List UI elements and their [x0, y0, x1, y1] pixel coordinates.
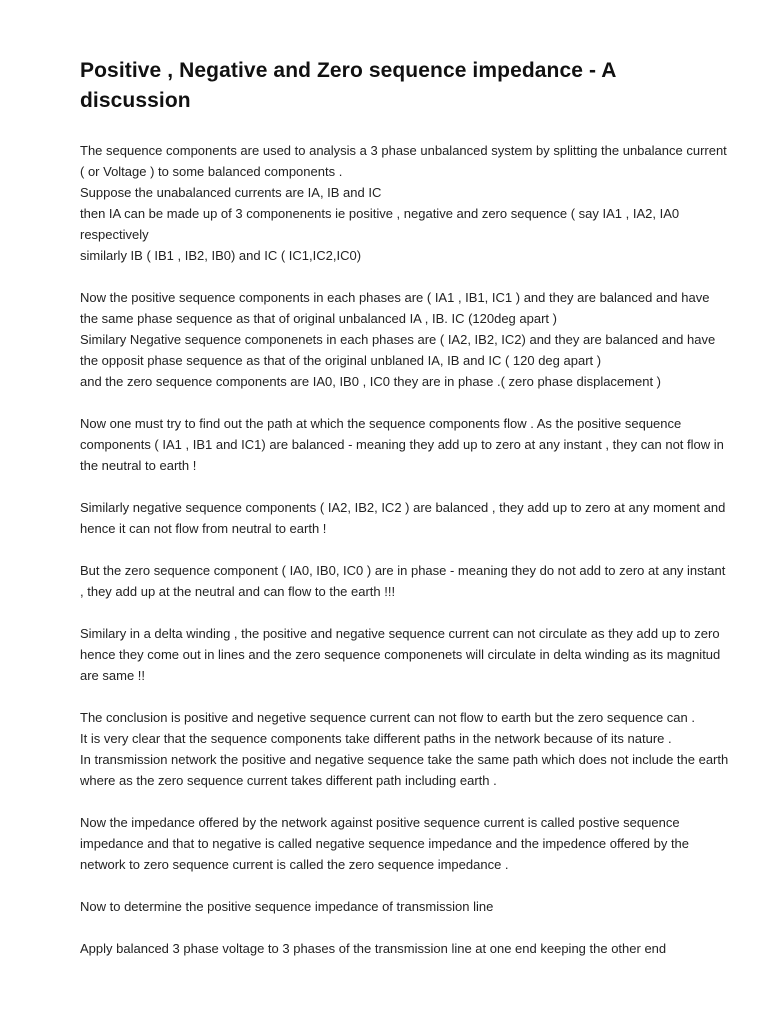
text-line: Similary in a delta winding , the positive and negative sequence current can not circulate as they add up to zero hence they come out in lines and the zero sequence componenets will circulate in delta winding as its magnitud are same !!: [80, 626, 721, 683]
text-line: In transmission network the positive and negative sequence take the same path which does not include the earth where as the zero sequence current takes different path including earth .: [80, 752, 729, 788]
text-line: Suppose the unabalanced currents are IA, IB and IC: [80, 185, 382, 200]
text-line: Now the impedance offered by the network against positive sequence current is called postive sequence impedance and that to negative is called negative sequence impedance and the impedence offered by the network to zero sequence current is called the zero sequence impedance .: [80, 815, 690, 872]
text-line: The conclusion is positive and negetive sequence current can not flow to earth but the zero sequence can .: [80, 710, 695, 725]
paragraph: [80, 413, 730, 476]
paragraph: [80, 707, 730, 791]
text-line: Now to determine the positive sequence impedance of transmission line: [80, 899, 494, 914]
text-line: Now the positive sequence components in each phases are ( IA1 , IB1, IC1 ) and they are balanced and have the same phase sequence as that of original unbalanced IA , IB. IC (120deg apart ): [80, 290, 710, 326]
text-line: then IA can be made up of 3 componenents ie positive , negative and zero sequence ( say IA1 , IA2, IA0 respectively: [80, 206, 680, 242]
text-line: But the zero sequence component ( IA0, IB0, IC0 ) are in phase - meaning they do not add to zero at any instant , they add up at the neutral and can flow to the earth !!!: [80, 563, 726, 599]
text-line: Now one must try to find out the path at which the sequence components flow . As the positive sequence components ( IA1 , IB1 and IC1) are balanced - meaning they add up to zero at any instant , they can not flow in the neutral to earth !: [80, 416, 724, 473]
text-line: Similary Negative sequence componenets in each phases are ( IA2, IB2, IC2) and they are balanced and have the opposit phase sequence as that of the original unblaned IA, IB and IC ( 120 deg apart ): [80, 332, 716, 368]
paragraph: [80, 287, 730, 392]
paragraph: [80, 812, 730, 875]
text-line: similarly IB ( IB1 , IB2, IB0) and IC ( IC1,IC2,IC0): [80, 248, 362, 263]
text-line: and the zero sequence components are IA0, IB0 , IC0 they are in phase .( zero phase displacement ): [80, 374, 662, 389]
document-page: [80, 56, 730, 980]
text-line: The sequence components are used to analysis a 3 phase unbalanced system by splitting the unbalance current ( or Voltage ) to some balanced components .: [80, 143, 727, 179]
paragraph: [80, 623, 730, 686]
text-line: Apply balanced 3 phase voltage to 3 phases of the transmission line at one end keeping the other end: [80, 941, 667, 956]
paragraph: [80, 140, 730, 266]
document-body: [80, 140, 730, 959]
paragraph: [80, 938, 730, 959]
paragraph: [80, 896, 730, 917]
text-line: It is very clear that the sequence components take different paths in the network because of its nature .: [80, 731, 672, 746]
paragraph: [80, 560, 730, 602]
paragraph: [80, 497, 730, 539]
document-title: Positive , Negative and Zero sequence impedance - A discussion: [80, 59, 616, 112]
text-line: Similarly negative sequence components ( IA2, IB2, IC2 ) are balanced , they add up to zero at any moment and hence it can not flow from neutral to earth !: [80, 500, 726, 536]
